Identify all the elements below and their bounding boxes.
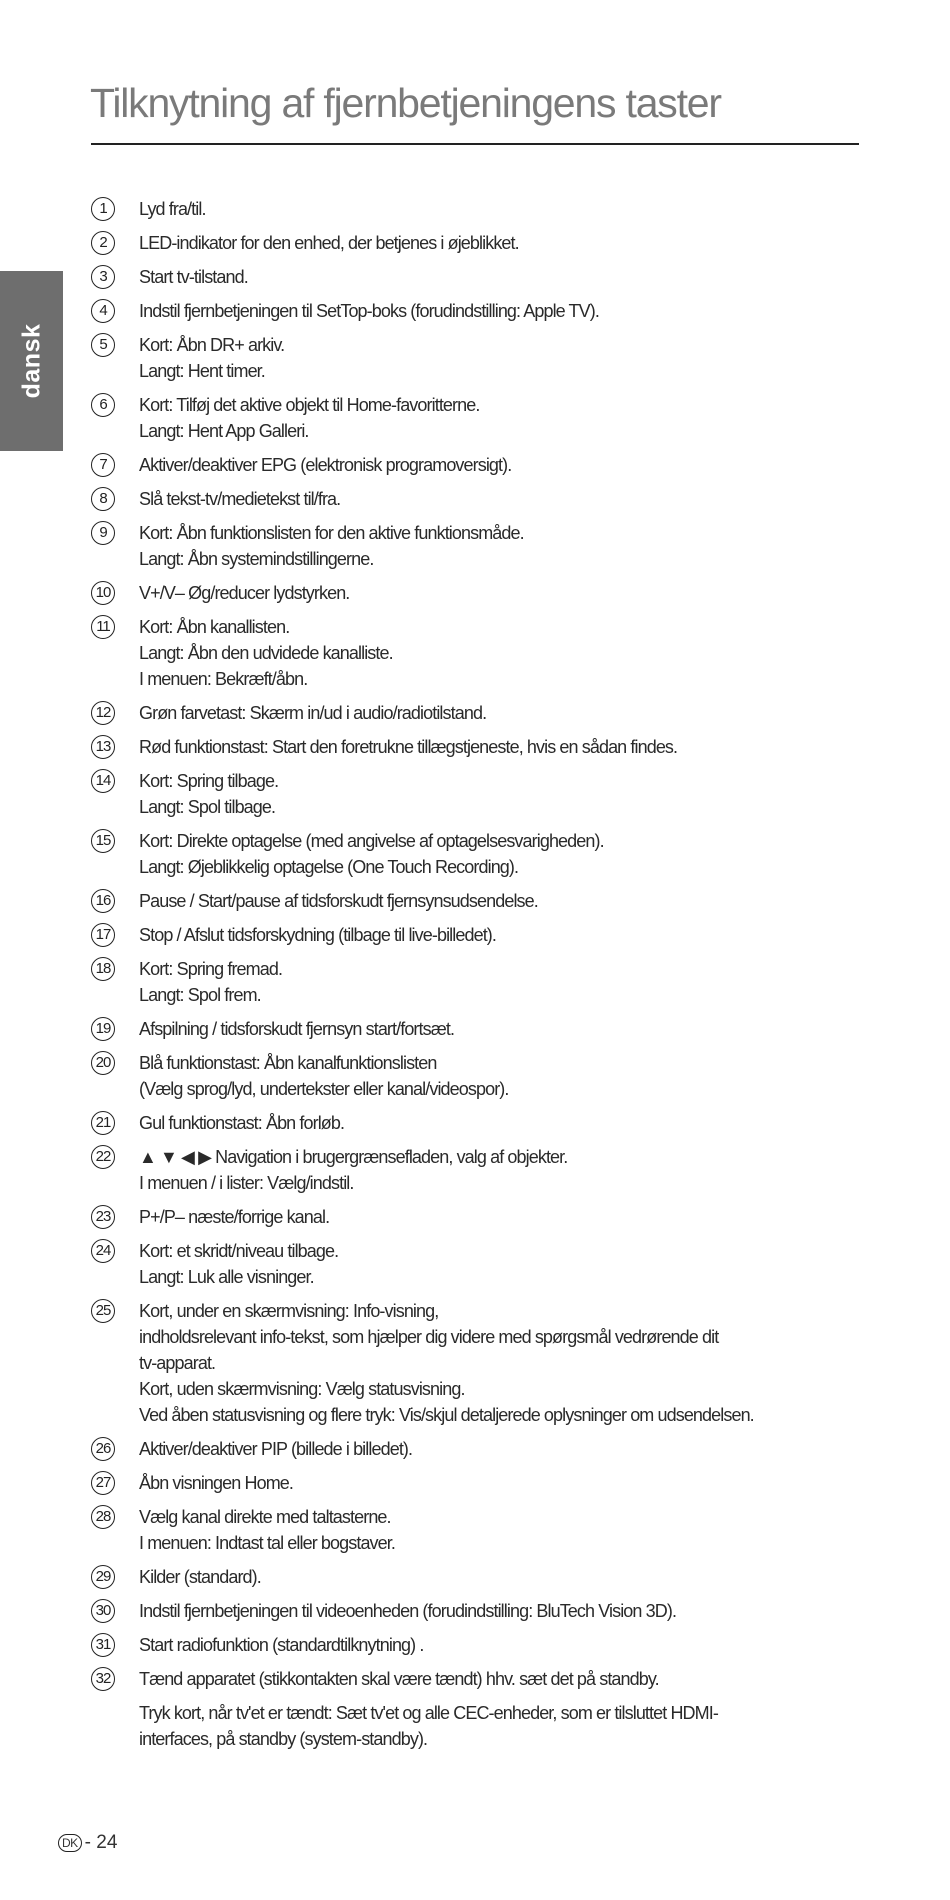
item-number-badge: 7	[91, 453, 115, 477]
item-text-line: I menuen: Indtast tal eller bogstaver.	[139, 1533, 395, 1553]
list-item	[91, 486, 871, 512]
list-item	[91, 828, 871, 880]
item-text-line: interfaces, på standby (system-standby).	[139, 1729, 428, 1749]
item-text-line: Grøn farvetast: Skærm in/ud i audio/radiotilstand.	[139, 703, 487, 723]
item-text-line: Åbn visningen Home.	[139, 1473, 293, 1493]
item-text-line: Kort: Åbn DR+ arkiv.	[139, 335, 285, 355]
list-item	[91, 452, 871, 478]
page-number: - 24	[84, 1832, 118, 1853]
language-tab-label: dansk	[17, 323, 45, 399]
page-footer	[58, 1832, 117, 1854]
item-text-line: Aktiver/deaktiver EPG (elektronisk programoversigt).	[139, 455, 512, 475]
item-text-line: Kort, uden skærmvisning: Vælg statusvisning.	[139, 1379, 465, 1399]
item-number-badge: 5	[91, 333, 115, 357]
list-item	[91, 700, 871, 726]
title-divider	[91, 143, 859, 145]
item-text-line: Langt: Hent timer.	[139, 361, 265, 381]
item-text-line: Stop / Afslut tidsforskydning (tilbage til live-billedet).	[139, 925, 496, 945]
item-text-line: Langt: Spol tilbage.	[139, 797, 276, 817]
list-item	[91, 1504, 871, 1556]
page-title: Tilknytning af fjernbetjeningens taster	[90, 80, 721, 126]
list-item	[91, 1016, 871, 1042]
item-text-line: Pause / Start/pause af tidsforskudt fjernsynsudsendelse.	[139, 891, 538, 911]
item-number-badge: 20	[91, 1051, 115, 1075]
item-number-badge: 30	[91, 1599, 115, 1623]
list-item	[91, 1238, 871, 1290]
list-item	[91, 1110, 871, 1136]
item-number-badge: 2	[91, 231, 115, 255]
item-text-line: (Vælg sprog/lyd, undertekster eller kanal/videospor).	[139, 1079, 509, 1099]
item-text-line: Langt: Åbn systemindstillingerne.	[139, 549, 374, 569]
item-number-badge: 8	[91, 487, 115, 511]
item-text-line: tv-apparat.	[139, 1353, 216, 1373]
item-text-line: indholdsrelevant info-tekst, som hjælper dig videre med spørgsmål vedrørende dit	[139, 1327, 719, 1347]
list-item	[91, 196, 871, 222]
list-item	[91, 264, 871, 290]
item-number-badge: 10	[91, 581, 115, 605]
list-item	[91, 1470, 871, 1496]
list-item	[91, 1632, 871, 1658]
item-text-line: Tænd apparatet (stikkontakten skal være tændt) hhv. sæt det på standby.	[139, 1669, 659, 1689]
item-number-badge: 12	[91, 701, 115, 725]
item-number-badge: 14	[91, 769, 115, 793]
item-text-line: Langt: Luk alle visninger.	[139, 1267, 314, 1287]
item-number-badge: 28	[91, 1505, 115, 1529]
item-number-badge: 23	[91, 1205, 115, 1229]
item-text-line: Kort: Direkte optagelse (med angivelse af optagelsesvarigheden).	[139, 831, 604, 851]
list-item	[91, 298, 871, 324]
item-text-line: Kort: Åbn funktionslisten for den aktive funktionsmåde.	[139, 523, 524, 543]
country-badge: DK	[58, 1834, 82, 1852]
key-assignment-list	[91, 196, 871, 1760]
list-item	[91, 392, 871, 444]
item-number-badge: 27	[91, 1471, 115, 1495]
item-text-line: LED-indikator for den enhed, der betjenes i øjeblikket.	[139, 233, 519, 253]
item-number-badge: 1	[91, 197, 115, 221]
list-item	[91, 768, 871, 820]
item-number-badge: 11	[91, 615, 115, 639]
list-item	[91, 888, 871, 914]
list-item	[91, 1050, 871, 1102]
item-number-badge: 18	[91, 957, 115, 981]
item-text-line: I menuen: Bekræft/åbn.	[139, 669, 308, 689]
item-number-badge: 29	[91, 1565, 115, 1589]
item-text-line: Vælg kanal direkte med taltasterne.	[139, 1507, 391, 1527]
item-text-line: Slå tekst-tv/medietekst til/fra.	[139, 489, 341, 509]
item-number-badge: 17	[91, 923, 115, 947]
item-text-line: Gul funktionstast: Åbn forløb.	[139, 1113, 345, 1133]
item-text-line: Start radiofunktion (standardtilknytning) .	[139, 1635, 424, 1655]
item-text-line: Start tv-tilstand.	[139, 267, 248, 287]
list-item	[91, 1436, 871, 1462]
item-text-line: Tryk kort, når tv'et er tændt: Sæt tv'et og alle CEC-enheder, som er tilsluttet HDMI-	[139, 1703, 718, 1723]
item-number-badge: 13	[91, 735, 115, 759]
item-number-badge: 19	[91, 1017, 115, 1041]
item-text-line: Aktiver/deaktiver PIP (billede i billedet).	[139, 1439, 413, 1459]
list-item	[91, 520, 871, 572]
list-item	[91, 1564, 871, 1590]
item-number-badge: 22	[91, 1145, 115, 1169]
list-item	[91, 1298, 871, 1428]
list-item	[91, 1598, 871, 1624]
item-number-badge: 26	[91, 1437, 115, 1461]
item-text-line: P+/P– næste/forrige kanal.	[139, 1207, 330, 1227]
item-text-line: Langt: Åbn den udvidede kanalliste.	[139, 643, 393, 663]
item-text-line: Kort: Tilføj det aktive objekt til Home-favoritterne.	[139, 395, 480, 415]
list-item	[91, 332, 871, 384]
item-text-line: Langt: Hent App Galleri.	[139, 421, 309, 441]
item-text-line: Kort, under en skærmvisning: Info-visning,	[139, 1301, 439, 1321]
item-text-line: Rød funktionstast: Start den foretrukne tillægstjeneste, hvis en sådan findes.	[139, 737, 678, 757]
item-text-line: Ved åben statusvisning og flere tryk: Vis/skjul detaljerede oplysninger om udsendelsen.	[139, 1405, 754, 1425]
item-number-badge: 4	[91, 299, 115, 323]
item-text-line: Kort: et skridt/niveau tilbage.	[139, 1241, 339, 1261]
item-text-line: Langt: Øjeblikkelig optagelse (One Touch Recording).	[139, 857, 519, 877]
item-number-badge: 3	[91, 265, 115, 289]
item-number-badge: 9	[91, 521, 115, 545]
item-text-line: Indstil fjernbetjeningen til SetTop-boks (forudindstilling: Apple TV).	[139, 301, 599, 321]
item-text-line: I menuen / i lister: Vælg/indstil.	[139, 1173, 354, 1193]
list-item	[91, 1144, 871, 1196]
list-item	[91, 734, 871, 760]
list-item	[91, 580, 871, 606]
item-number-badge: 15	[91, 829, 115, 853]
list-item	[91, 956, 871, 1008]
item-text-line: V+/V– Øg/reducer lydstyrken.	[139, 583, 350, 603]
list-item	[91, 1666, 871, 1752]
item-number-badge: 21	[91, 1111, 115, 1135]
item-text-line: Kort: Spring tilbage.	[139, 771, 279, 791]
item-text-line: Afspilning / tidsforskudt fjernsyn start/fortsæt.	[139, 1019, 455, 1039]
item-text-line: Langt: Spol frem.	[139, 985, 261, 1005]
item-text-line: ▲ ▼ ◀ ▶ Navigation i brugergrænsefladen, valg af objekter.	[139, 1147, 568, 1167]
item-text-line: Blå funktionstast: Åbn kanalfunktionslisten	[139, 1053, 437, 1073]
item-extra-paragraph	[139, 1700, 871, 1752]
item-text-line: Kort: Spring fremad.	[139, 959, 283, 979]
item-number-badge: 16	[91, 889, 115, 913]
list-item	[91, 922, 871, 948]
list-item	[91, 614, 871, 692]
item-number-badge: 6	[91, 393, 115, 417]
item-number-badge: 31	[91, 1633, 115, 1657]
item-number-badge: 32	[91, 1667, 115, 1691]
list-item	[91, 1204, 871, 1230]
list-item	[91, 230, 871, 256]
item-text-line: Kilder (standard).	[139, 1567, 261, 1587]
item-number-badge: 24	[91, 1239, 115, 1263]
language-tab	[0, 271, 63, 451]
item-text-line: Indstil fjernbetjeningen til videoenheden (forudindstilling: BluTech Vision 3D).	[139, 1601, 677, 1621]
item-number-badge: 25	[91, 1299, 115, 1323]
item-text-line: Lyd fra/til.	[139, 199, 206, 219]
item-text-line: Kort: Åbn kanallisten.	[139, 617, 290, 637]
